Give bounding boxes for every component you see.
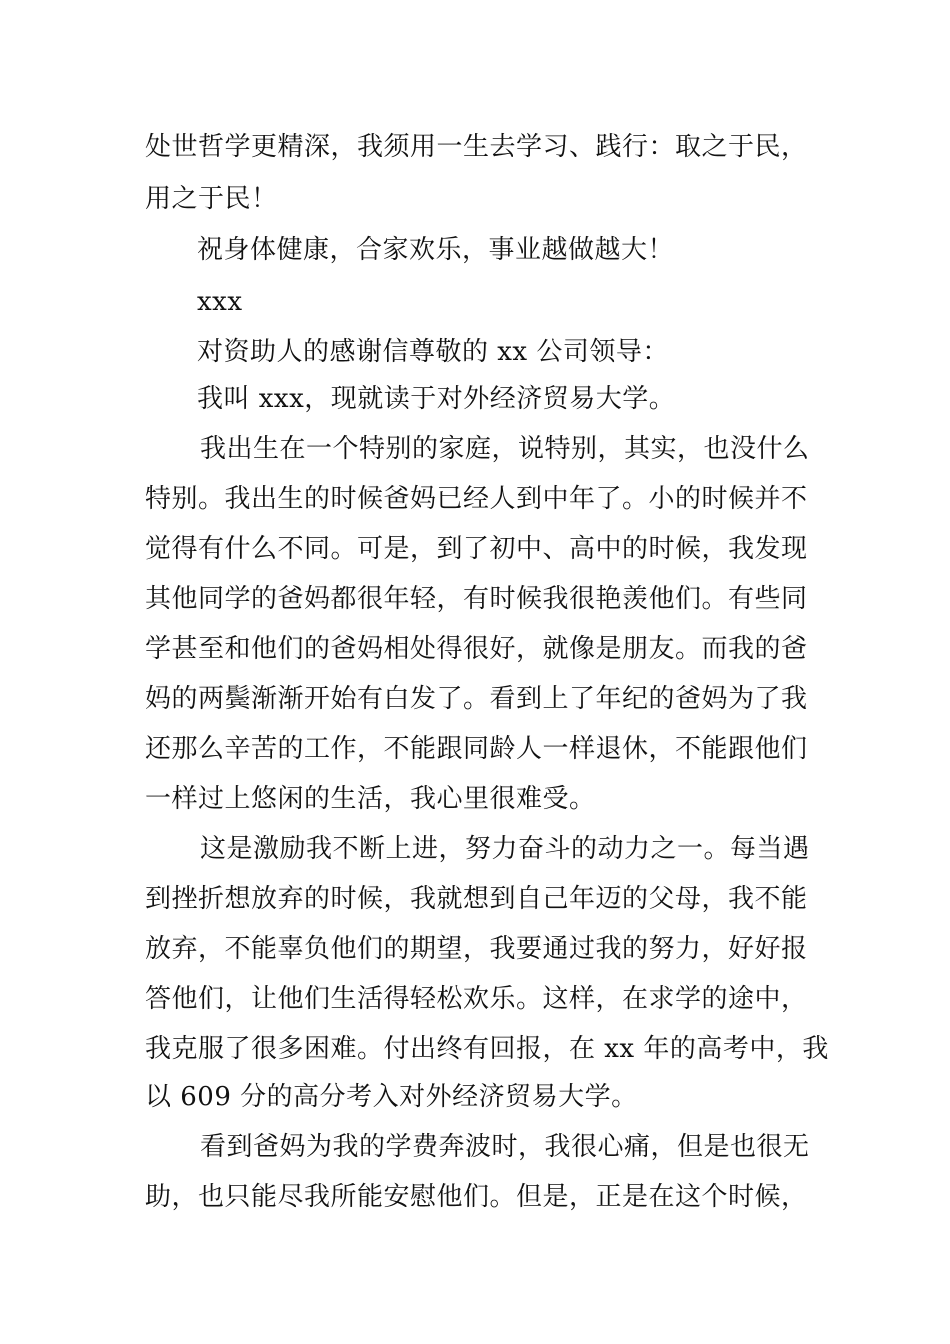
text-line: 放弃，不能辜负他们的期望，我要通过我的努力，好好报 bbox=[145, 934, 808, 964]
text-line: 我叫 xxx，现就读于对外经济贸易大学。 bbox=[197, 384, 676, 414]
text-line: 学甚至和他们的爸妈相处得很好，就像是朋友。而我的爸 bbox=[145, 634, 808, 664]
text-line: 还那么辛苦的工作，不能跟同龄人一样退休，不能跟他们 bbox=[145, 734, 808, 764]
text-line: 这是激励我不断上进，努力奋斗的动力之一。每当遇 bbox=[200, 834, 810, 864]
text-line: 处世哲学更精深，我须用一生去学习、践行：取之于民， bbox=[145, 132, 808, 162]
text-line: 觉得有什么不同。可是，到了初中、高中的时候，我发现 bbox=[145, 534, 808, 564]
text-line: 一样过上悠闲的生活，我心里很难受。 bbox=[145, 784, 596, 814]
text-line: 祝身体健康，合家欢乐，事业越做越大！ bbox=[197, 235, 675, 265]
letter-heading: 对资助人的感谢信尊敬的 xx 公司领导： bbox=[197, 337, 669, 367]
text-line: 答他们，让他们生活得轻松欢乐。这样，在求学的途中， bbox=[145, 984, 808, 1014]
signature-line: xxx bbox=[197, 287, 243, 317]
text-line: 以 609 分的高分考入对外经济贸易大学。 bbox=[145, 1082, 638, 1112]
text-line: 看到爸妈为我的学费奔波时，我很心痛，但是也很无 bbox=[200, 1132, 810, 1162]
text-line: 妈的两鬓渐渐开始有白发了。看到上了年纪的爸妈为了我 bbox=[145, 684, 808, 714]
text-line: 我出生在一个特别的家庭，说特别，其实，也没什么 bbox=[200, 434, 810, 464]
text-line: 助，也只能尽我所能安慰他们。但是，正是在这个时候， bbox=[145, 1182, 808, 1212]
text-line: 其他同学的爸妈都很年轻，有时候我很艳羡他们。有些同 bbox=[145, 584, 808, 614]
text-line: 到挫折想放弃的时候，我就想到自己年迈的父母，我不能 bbox=[145, 884, 808, 914]
text-line: 用之于民！ bbox=[145, 184, 278, 214]
text-line: 特别。我出生的时候爸妈已经人到中年了。小的时候并不 bbox=[145, 484, 808, 514]
text-line: 我克服了很多困难。付出终有回报，在 xx 年的高考中，我 bbox=[145, 1034, 829, 1064]
